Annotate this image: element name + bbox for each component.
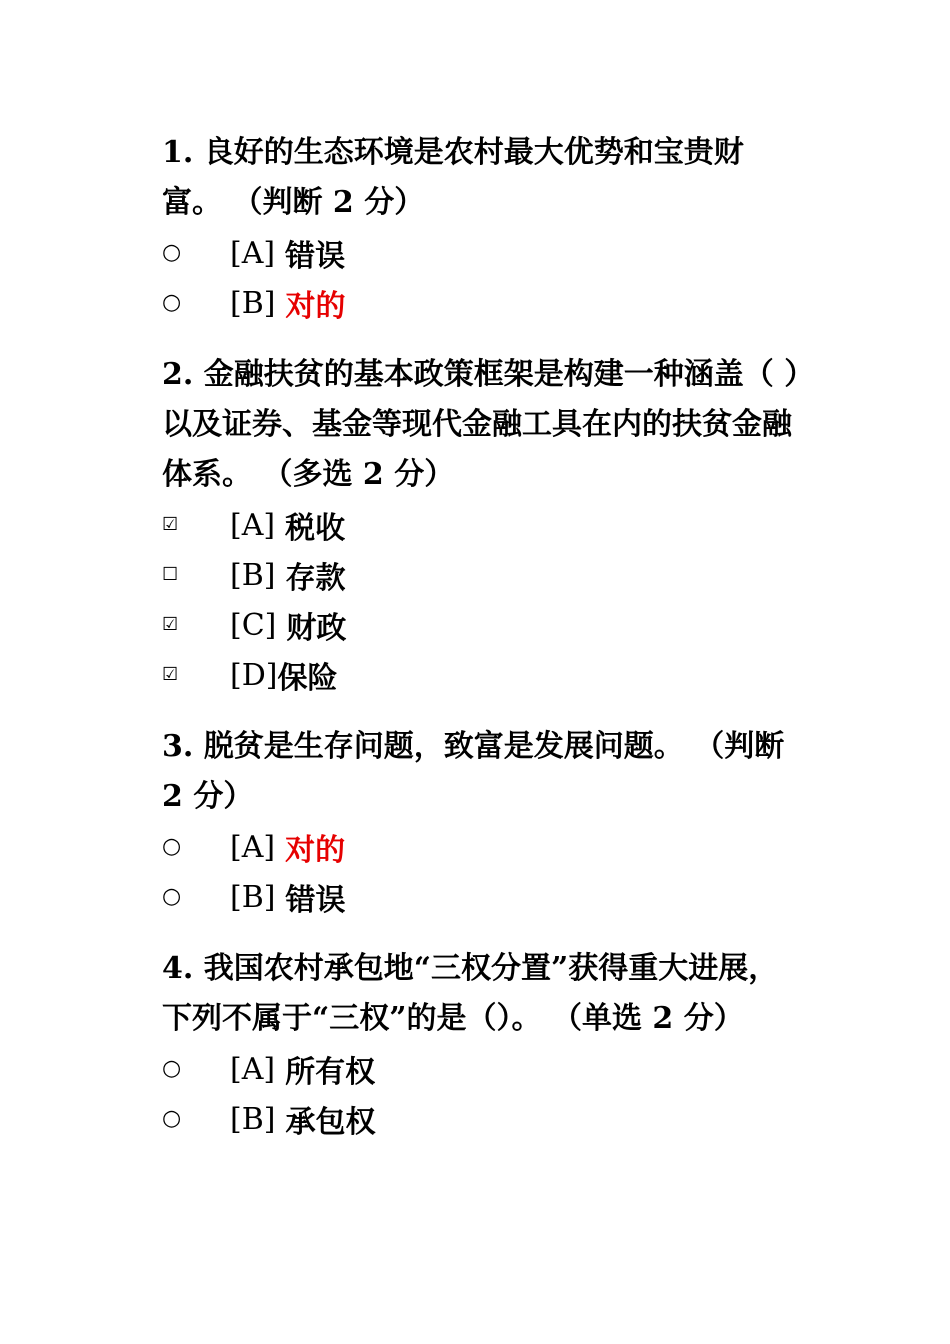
option-label: [B] (230, 879, 276, 915)
correct-answer-text: 对的 (285, 289, 346, 324)
option-text: 存款 (285, 561, 346, 596)
question-1-option-a[interactable] (162, 228, 802, 278)
question-3 (162, 722, 802, 922)
option-label: [B] (230, 285, 276, 321)
option-label: [D] (230, 657, 278, 693)
question-3-option-b[interactable] (162, 872, 802, 922)
question-2-option-c[interactable] (162, 600, 802, 650)
question-4-option-b[interactable] (162, 1094, 802, 1144)
checked-checkbox-icon[interactable]: ☑ (162, 614, 179, 635)
checked-checkbox-icon[interactable]: ☑ (162, 514, 179, 535)
option-text: 错误 (285, 883, 346, 918)
option-label: [A] (230, 235, 276, 271)
question-3-option-a[interactable] (162, 822, 802, 872)
question-1 (162, 128, 802, 328)
radio-icon[interactable]: ○ (162, 884, 182, 909)
question-2-option-d[interactable] (162, 650, 802, 700)
option-text: 错误 (285, 239, 346, 274)
checked-checkbox-icon[interactable]: ☑ (162, 664, 179, 685)
question-list (162, 128, 802, 1166)
question-4-option-a[interactable] (162, 1044, 802, 1094)
question-3-text: 3. 脱贫是生存问题，致富是发展问题。 （判断 2 分） (162, 729, 785, 814)
question-1-text: 1. 良好的生态环境是农村最大优势和宝贵财富。 （判断 2 分） (162, 135, 744, 220)
question-2-option-b[interactable] (162, 550, 802, 600)
question-4-text: 4. 我国农村承包地“三权分置”获得重大进展，下列不属于“三权”的是（）。 （单选 2 分） (162, 951, 779, 1036)
option-label: [A] (230, 829, 276, 865)
option-label: [B] (230, 557, 276, 593)
option-label: [C] (230, 607, 277, 643)
radio-icon[interactable]: ○ (162, 1056, 182, 1081)
radio-icon[interactable]: ○ (162, 834, 182, 859)
option-text: 保险 (277, 661, 338, 696)
option-label: [A] (230, 1051, 276, 1087)
question-4 (162, 944, 802, 1144)
radio-icon[interactable]: ○ (162, 1106, 182, 1131)
correct-answer-text: 对的 (285, 833, 346, 868)
question-2-text: 2. 金融扶贫的基本政策框架是构建一种涵盖（ ）以及证券、基金等现代金融工具在内的扶贫金融体系。 （多选 2 分） (162, 357, 800, 492)
option-label: [A] (230, 507, 276, 543)
option-label: [B] (230, 1101, 276, 1137)
question-2-option-a[interactable] (162, 500, 802, 550)
option-text: 承包权 (285, 1105, 376, 1140)
radio-icon[interactable]: ○ (162, 240, 182, 265)
radio-icon[interactable]: ○ (162, 290, 182, 315)
question-1-option-b[interactable] (162, 278, 802, 328)
option-text: 财政 (286, 611, 347, 646)
question-2 (162, 350, 802, 700)
option-text: 税收 (285, 511, 346, 546)
unchecked-checkbox-icon[interactable]: ☐ (162, 564, 179, 585)
option-text: 所有权 (285, 1055, 376, 1090)
